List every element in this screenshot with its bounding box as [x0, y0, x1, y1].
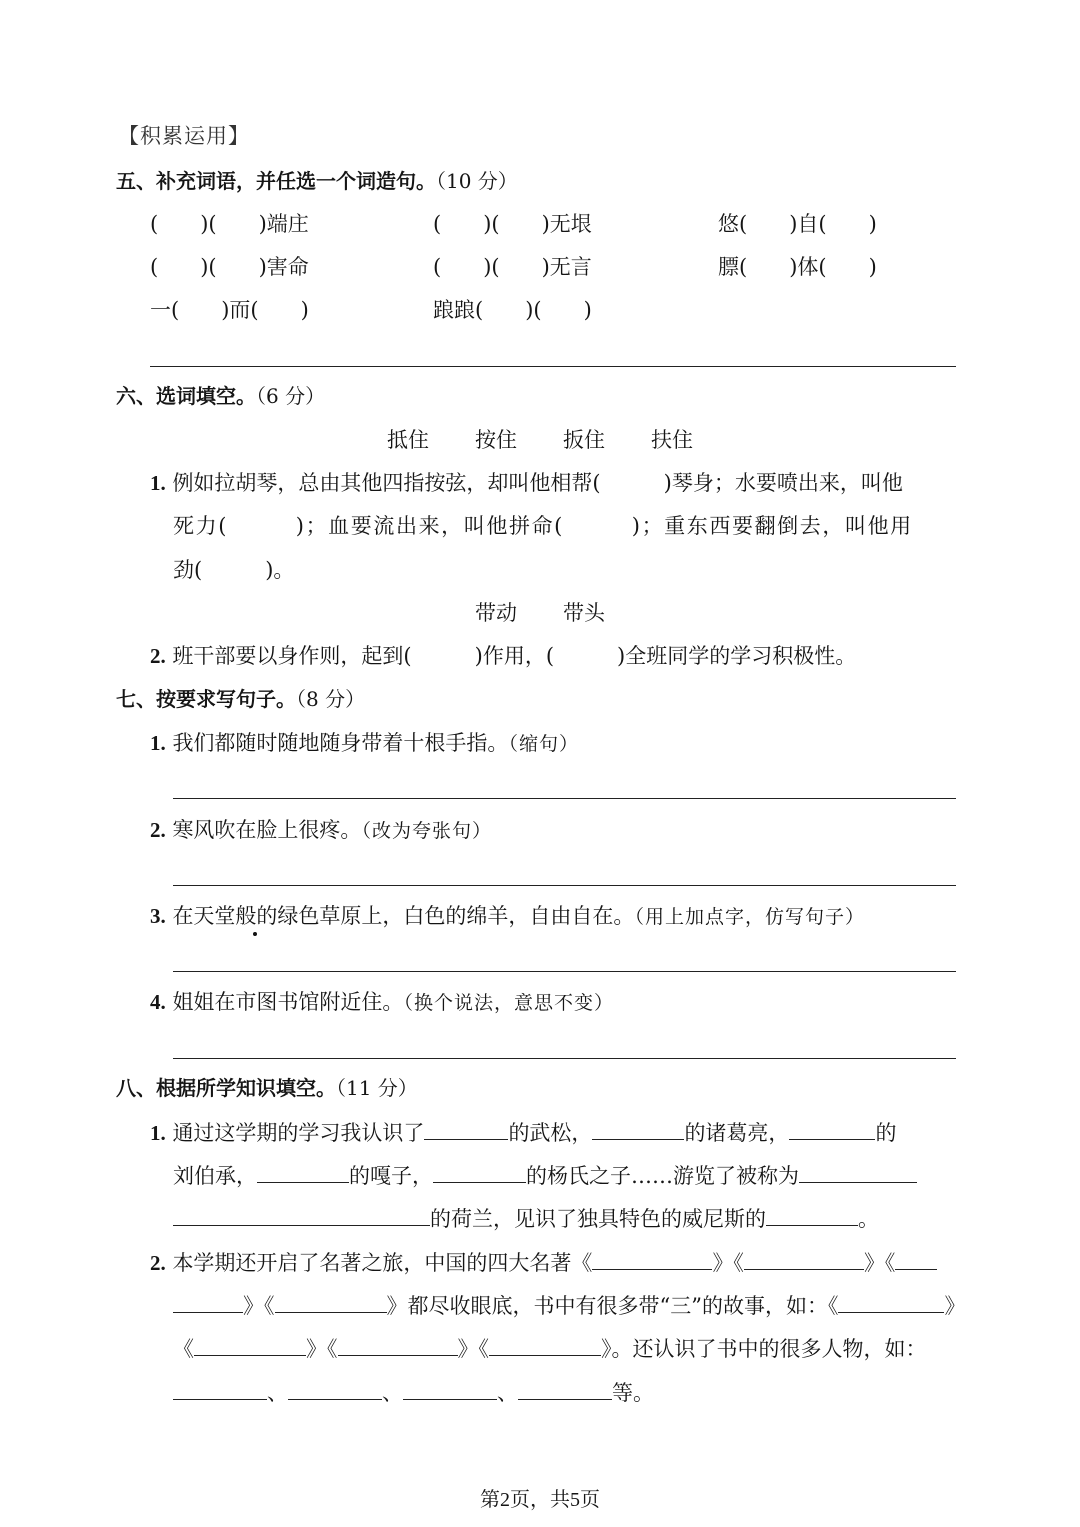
q5-word-3: 悠( )自( ): [718, 212, 877, 236]
q6-item1-line3: 劲( )。: [173, 558, 295, 582]
q8-item1-line2: [173, 1160, 917, 1191]
q5-word-7: 一( )而( ): [150, 298, 309, 322]
item-text: 的嘎子，: [349, 1164, 433, 1188]
fill-blank[interactable]: [173, 1290, 243, 1313]
q5-score: （10 分）: [436, 169, 518, 193]
q6-item1-line2: 死力( )；血要流出来，叫他拼命( )；重东西要翻倒去，叫他用: [173, 514, 913, 538]
q5-word-1: ( )( )端庄: [150, 212, 309, 236]
q6-item1-line1: [150, 468, 903, 498]
q5-word-8: 踉踉( )( ): [433, 298, 592, 322]
item-note: （换个说法，意思不变）: [403, 992, 614, 1014]
q7-title: 七、按要求写句子。: [116, 687, 296, 711]
q7-heading: [116, 684, 365, 714]
section-tag: 【积累运用】: [118, 124, 250, 148]
item-text: 班干部要以身作则，起到( )作用，( )全班同学的学习积极性。: [172, 644, 857, 668]
item-number: 1.: [150, 731, 166, 755]
q7-item3: [150, 901, 865, 932]
fill-blank[interactable]: [592, 1247, 712, 1270]
fill-blank[interactable]: [433, 1160, 526, 1183]
fill-blank[interactable]: [173, 1377, 267, 1400]
q7-item2: [150, 815, 492, 846]
item-text: 》都尽收眼底，书中有很多带“三”的故事，如：《: [386, 1294, 839, 1318]
q7-score: （8 分）: [296, 687, 366, 711]
item-text: 、: [497, 1381, 518, 1405]
q5-word-4: ( )( )害命: [150, 255, 309, 279]
item-text: 、: [382, 1381, 403, 1405]
fill-blank[interactable]: [194, 1333, 306, 1356]
item-text: 》。还认识了书中的很多人物，如：: [601, 1337, 927, 1361]
q8-title: 八、根据所学知识填空。: [116, 1076, 336, 1100]
q8-heading: [116, 1073, 418, 1103]
q6-word-bank-1: [0, 425, 1080, 455]
q6-heading: [116, 381, 325, 411]
q8-item2-line1: [150, 1247, 937, 1278]
item-number: 1.: [150, 1121, 166, 1145]
q7-item4: [150, 987, 614, 1018]
item-note: （缩句）: [508, 733, 579, 755]
item-text: 的杨氏之子……游览了被称为: [526, 1164, 799, 1188]
fill-blank[interactable]: [789, 1117, 875, 1140]
fill-blank[interactable]: [895, 1247, 937, 1270]
q5-answer-line[interactable]: [150, 366, 956, 367]
fill-blank[interactable]: [338, 1333, 458, 1356]
item-text: 寒风吹在脸上很疼。: [172, 818, 362, 842]
q6-score: （6 分）: [256, 384, 326, 408]
item-number: 4.: [150, 990, 166, 1014]
fill-blank[interactable]: [744, 1247, 864, 1270]
q8-item2-line2: [173, 1290, 965, 1321]
word-option: 带动: [475, 601, 517, 625]
item-text: 》《: [712, 1251, 744, 1275]
item-number: 2.: [150, 818, 166, 842]
q7-item1: [150, 728, 579, 759]
q5-word-2: ( )( )无垠: [433, 212, 592, 236]
item-note: （用上加点字，仿写句子）: [634, 906, 865, 928]
item-text: 我们都随时随地随身带着十根手指。: [172, 731, 509, 755]
word-option: 扶住: [651, 428, 693, 452]
item-text: 、: [267, 1381, 288, 1405]
q6-word-bank-2: [0, 598, 1080, 628]
item-text: 在天堂般的绿色草原上，白色的绵羊，自由自在。: [172, 904, 635, 928]
item-text: 等。: [612, 1381, 654, 1405]
fill-blank[interactable]: [489, 1333, 601, 1356]
q8-item1-line1: [150, 1117, 896, 1148]
q8-item2-line3: [173, 1333, 927, 1364]
fill-blank[interactable]: [257, 1160, 349, 1183]
page-footer: 第2页，共5页: [480, 1489, 600, 1511]
fill-blank[interactable]: [799, 1160, 917, 1183]
q5-word-6: 膘( )体( ): [718, 255, 877, 279]
item-text: 》《: [457, 1337, 489, 1361]
fill-blank[interactable]: [173, 1203, 430, 1226]
item-text: 》《: [863, 1251, 896, 1275]
q7-answer-line-4[interactable]: [173, 1058, 956, 1059]
q6-item2: [150, 641, 856, 671]
fill-blank[interactable]: [288, 1377, 382, 1400]
item-text: 。: [858, 1207, 879, 1231]
fill-blank[interactable]: [275, 1290, 387, 1313]
q5-title: 五、补充词语，并任选一个词造句。: [116, 169, 436, 193]
item-text: 》《: [243, 1294, 275, 1318]
q8-item1-line3: [173, 1203, 879, 1234]
item-text: 》: [944, 1294, 966, 1318]
q8-score: （11 分）: [336, 1076, 418, 1100]
item-number: 3.: [150, 904, 166, 928]
fill-blank[interactable]: [592, 1117, 684, 1140]
item-number: 1.: [150, 471, 166, 495]
item-text: 的荷兰，见识了独具特色的威尼斯的: [430, 1207, 766, 1231]
item-text: 的诸葛亮，: [684, 1121, 790, 1145]
item-text: 本学期还开启了名著之旅，中国的四大名著《: [172, 1251, 593, 1275]
fill-blank[interactable]: [766, 1203, 858, 1226]
q5-heading: [116, 166, 518, 196]
item-text: 刘伯承，: [173, 1164, 257, 1188]
item-text: 》《: [306, 1337, 338, 1361]
q6-title: 六、选词填空。: [116, 384, 256, 408]
fill-blank[interactable]: [403, 1377, 497, 1400]
item-number: 2.: [150, 1251, 166, 1275]
item-text: 《: [173, 1337, 194, 1361]
item-text: 的武松，: [508, 1121, 593, 1145]
fill-blank[interactable]: [838, 1290, 944, 1313]
word-option: 抵住: [387, 428, 429, 452]
item-note: （改为夸张句）: [361, 820, 492, 842]
fill-blank[interactable]: [424, 1117, 508, 1140]
item-text: 姐姐在市图书馆附近住。: [172, 990, 404, 1014]
item-text: 例如拉胡琴，总由其他四指按弦，却叫他相帮( )琴身；水要喷出来，叫他: [172, 471, 903, 495]
item-text: 通过这学期的学习我认识了: [172, 1121, 425, 1145]
word-option: 扳住: [563, 428, 605, 452]
word-option: 带头: [563, 601, 605, 625]
q7-answer-line-2[interactable]: [173, 885, 956, 886]
q5-word-5: ( )( )无言: [433, 255, 592, 279]
emphasis-dot: [253, 932, 257, 936]
item-number: 2.: [150, 644, 166, 668]
item-text: 的: [875, 1121, 897, 1145]
q7-answer-line-1[interactable]: [173, 798, 956, 799]
q7-answer-line-3[interactable]: [173, 971, 956, 972]
q8-item2-line4: [173, 1377, 654, 1408]
word-option: 按住: [475, 428, 517, 452]
fill-blank[interactable]: [518, 1377, 612, 1400]
